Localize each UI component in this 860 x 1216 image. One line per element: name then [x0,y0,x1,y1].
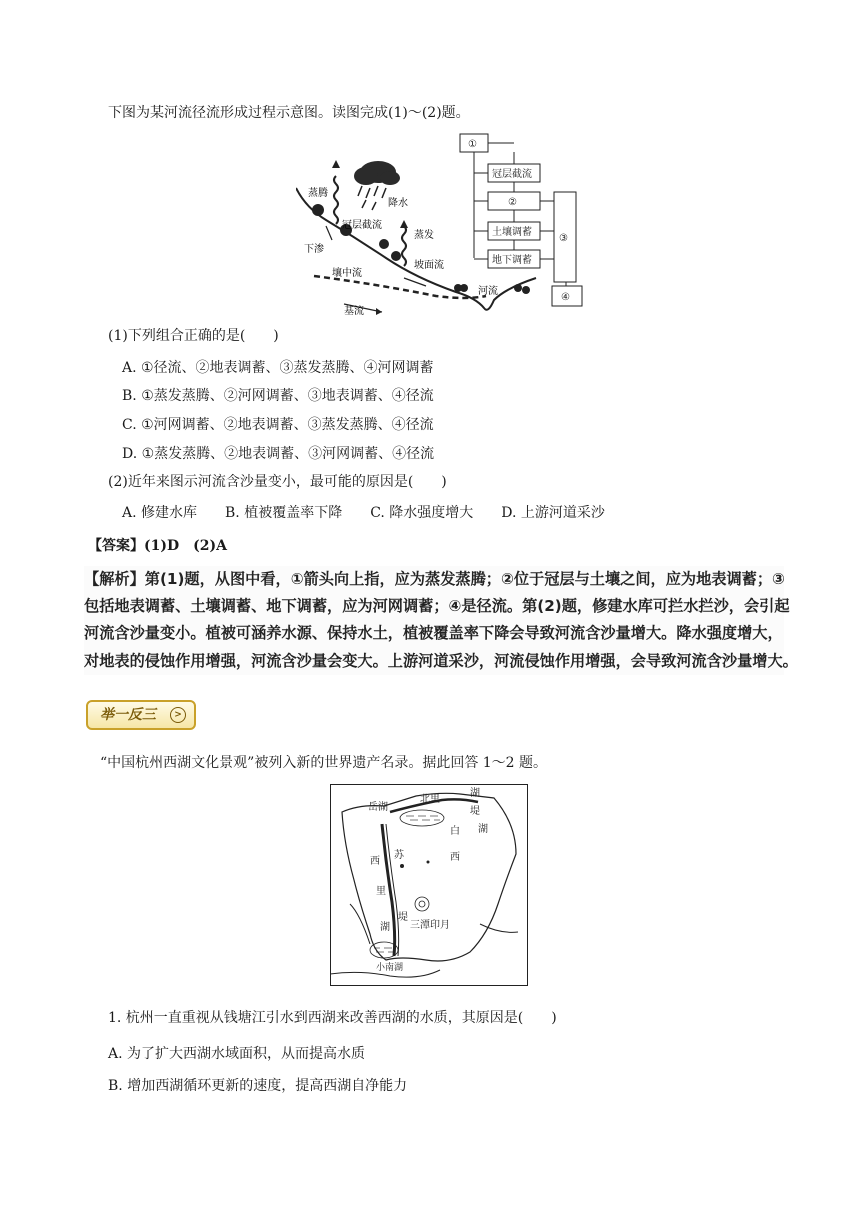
transpiration-arrow-icon [334,176,338,224]
option-c: C. ①河网调蓄、②地表调蓄、③蒸发蒸腾、④径流 [122,417,434,433]
svg-text:地下调蓄: 地下调蓄 [492,255,532,266]
analysis-block [84,566,798,675]
svg-text:湖: 湖 [478,824,488,835]
svg-text:蒸腾: 蒸腾 [308,188,328,199]
svg-text:湖: 湖 [380,922,390,933]
svg-text:西: 西 [450,852,460,863]
section2-option-a: A. 为了扩大西湖水域面积，从而提高水质 [108,1046,366,1062]
flowchart [460,134,582,306]
svg-text:③: ③ [559,233,568,244]
svg-text:苏: 苏 [394,850,404,861]
svg-text:岳湖: 岳湖 [368,802,388,813]
svg-text:①: ① [468,139,477,150]
evaporation-arrow-icon [402,226,406,266]
svg-text:降水: 降水 [388,198,408,209]
analysis-line: 对地表的侵蚀作用增强，河流含沙量会变大。上游河道采沙，河流侵蚀作用增强，会导致河流含沙量增大。 [84,651,798,670]
svg-text:④: ④ [561,292,570,303]
svg-text:堤: 堤 [470,806,480,817]
runoff-diagram [296,128,596,320]
svg-text:西: 西 [370,856,380,867]
svg-text:堤: 堤 [398,912,408,923]
question-2-options: A. 修建水库 B. 植被覆盖率下降 C. 降水强度增大 D. 上游河道采沙 [122,505,605,521]
section2-question-1-stem: 1. 杭州一直重视从钱塘江引水到西湖来改善西湖的水质，其原因是( ) [108,1010,557,1026]
svg-text:基流: 基流 [344,306,364,317]
intro-text: 下图为某河流径流形成过程示意图。读图完成(1)～(2)题。 [108,105,470,121]
section2-option-b: B. 增加西湖循环更新的速度，提高西湖自净能力 [108,1078,408,1094]
analysis-line: 河流含沙量变小。植被可涵养水源、保持水土，植被覆盖率下降会导致河流含沙量增大。降水强度增大， [84,624,783,643]
chevron-right-icon: > [170,707,186,723]
svg-text:下渗: 下渗 [304,244,324,255]
svg-text:北里: 北里 [420,794,440,805]
svg-text:坡面流: 坡面流 [414,260,444,271]
section2-intro: “中国杭州西湖文化景观”被列入新的世界遗产名录。据此回答 1～2 题。 [100,755,548,771]
badge-label: 举一反三 [100,707,156,723]
svg-text:②: ② [508,197,517,208]
svg-text:小南湖: 小南湖 [376,963,404,973]
svg-text:冠层截流: 冠层截流 [492,169,532,180]
west-lake-map [330,784,528,986]
question-2-stem: (2)近年来图示河流含沙量变小，最可能的原因是( ) [108,474,447,490]
question-1-stem: (1)下列组合正确的是( ) [108,328,279,344]
svg-text:里: 里 [376,886,386,897]
option-d: D. ①蒸发蒸腾、②地表调蓄、③河网调蓄、④径流 [122,446,435,462]
option-a: A. ①径流、②地表调蓄、③蒸发蒸腾、④河网调蓄 [122,360,434,376]
svg-text:三潭印月: 三潭印月 [410,920,450,931]
svg-text:土壤调蓄: 土壤调蓄 [492,227,532,238]
svg-text:湖: 湖 [470,788,480,799]
analysis-line: 【解析】第(1)题，从图中看，①箭头向上指，应为蒸发蒸腾；②位于冠层与土壤之间，应为地表调蓄；③ [84,570,785,588]
svg-text:河流: 河流 [478,286,498,297]
svg-text:白: 白 [450,826,460,837]
svg-text:冠层截流: 冠层截流 [342,220,382,231]
analysis-line: 包括地表调蓄、土壤调蓄、地下调蓄，应为河网调蓄；④是径流。第(2)题，修建水库可拦水拦沙，会引起 [84,597,790,616]
option-b: B. ①蒸发蒸腾、②河网调蓄、③地表调蓄、④径流 [122,388,434,404]
answer-line: 【答案】(1)D (2)A [88,538,227,554]
practice-badge [86,700,196,730]
svg-text:蒸发: 蒸发 [414,230,434,241]
svg-text:壤中流: 壤中流 [332,268,362,279]
rain-icon [358,186,386,210]
cloud-icon [354,161,400,185]
